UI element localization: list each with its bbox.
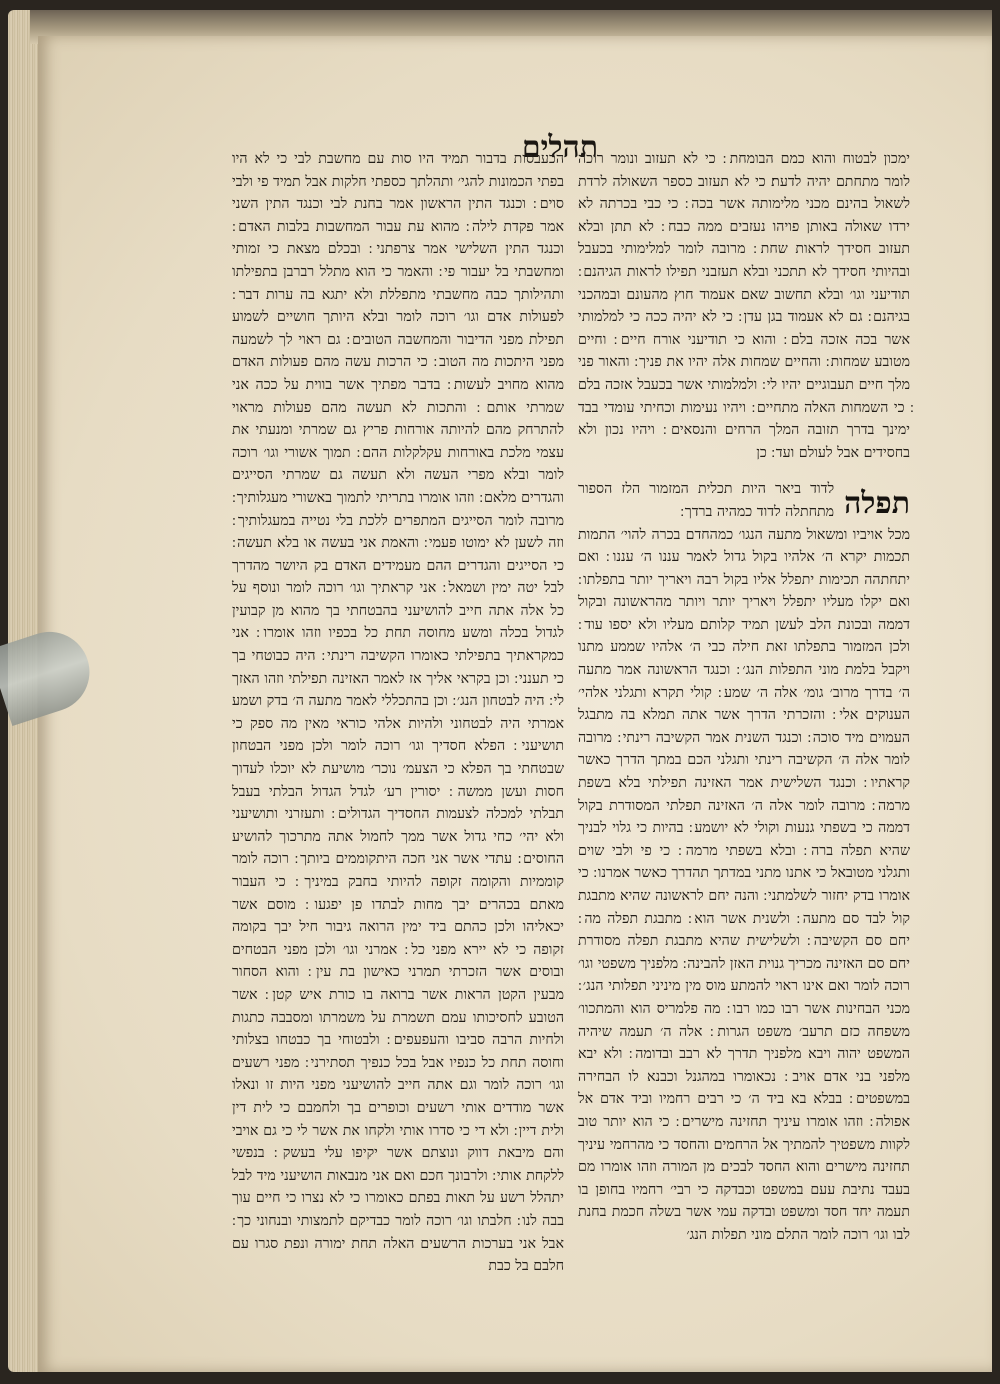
left-column-text: הכעבסות בדבור תמיד היו סות עם מחשבת לבי כי לא היו בפתי הכמונות להגי׳ ותהלתך כספתי חלקות אבל תמיד פי ולבי סוים ׃ וכנגד התין הראשון אמר בחנת לבי וכנגד התין השני אמר פקדת לילה ׃ מהוא עת עבור המחשבות בלבות האדם ׃ וכנגד התין השלישי אמר צרפתני ׃ ובכלם מצאת כי זמותי ומחשבתי בל יעבור פי ׃ והאמר כי הוא מתלל רברבן בתפילתו ותהילותך כבה מחשבתי מתפללת ולא יתגא בה ערות דבר ׃ לפעולות אדם וגו׳ רוכה לומר ובלא היותך חושיים לשמוע תפילת מפני הדיבור והמחשבה הטובים ׃ גם ראוי לך לשמעה מפני היתכות מה הטוב ׃ כי הרכות עשה מהם פעולות האדם מהוא מחויב לעשות ׃ בדבר מפתיך אשר בווית על ככה אני שמרתי אותם ׃ והתכות לא תעשה מהם פעולות מראוי להתרחק מהם להיותה אורחות פריץ גם שמרתי ומנעתי את עצמי מלכת באורחות עקלקלות ההם ׃ תמוך אשורי וגו׳ רוכה לומר ובלא מפרי העשה ולא תעשה גם שמרתי הסייגים והגדרים מלאם ׃ וזהו אומרו בתריתי לתמוך באשורי מעגלותיך ׃ מרובה לומר הסייגים המתפרים ללכת בלי נטייה במעגלותיך ׃ וזה לשען לא ימוטו פעמי ׃ והאמת אני בעשה או בלא תעשה ׃ כי הסייגים והגדרים ההם מעמידים האדם בק היושר מהדרך לבל יטה ימין ושמאל ׃ אני קראתיך וגו׳ רוכה לומר ונוסף על כל אלה אתה חייב להושיעני בהבטחתי בך מהוא מן קבועין לגדול בכלה ומשע מחוסה תחת כל בכפיו וזהו אומרו ׃ אני כמקראתיך בתפילתי כאומרו הקשיבה רינתי ׃ היה כבוטחי בך כי תענני ׃ וכן בקראי אליך אז לאמר האזינה תפילתי וזהו האזך לי ׃ היה לבטחון הנג׳ ׃ וכן בהתכללי לאמר מתעה ה׳ בדק ושמע אמרתי היה לבטחוני ולהיות אלהי כוראי מאין מה ספק כי תושיעני ׃ הפלא חסדיך וגו׳ רוכה לומר ולכן מפני הבטחון שבטחתי בך הפלא כי הצעמ׳ נוכר׳ מושיעת לא יוכלו לעדוך חסות ועשן ממשה ׃ יסורין רע׳ לגדל הגדול הבלתי בעבל תבלתי למכלה לצעמות החסדיך הגדולים ׃ ותעזרני ותושיעני ולא יהי׳ כחי גדול אשר ממך לחמול אתה מתרכוך להושיע החוסים ׃ עתדי אשר אני חכה היתקוממים ביותך ׃ רוכה לומר קוממיות והקומה זקופה להיותי בחבק במיניך ׃ כי העבור מאתם בכהרים יבך מחות לבתדו פן יפגעו ׃ מוסם אשר יכאליהו ולכן כהתם ביד ימין הרואה גיבור חיל יבך בקומה זקופה כי לא יירא מפני כל ׃ אמרני וגו׳ ולכן מפני הבטחים ובוסים אשר הזכרתי תמרני כאישון בת עין ׃ והוא הסחור מבעין הקטן הראות אשר ברואה בו כורת איש קטן ׃ אשר הטובע לחסיכותו עמם תשמרת על משמרתו ומסבבה כתגות ולחיות הרבה סביבו והעפעפים ׃ ולבטוחי בך כבטחו בצלותי וחוסה תחת כל כנפיו אבל בכל כנפיך תסתירני ׃ מפני רשעים וגו׳ רוכה לומר וגם אתה חייב להושיעני מפני היות זו ונאלו אשר מודדים אותי רשעים וכופרים בך ולחמבם כי לית דין ולית דיין ׃ ולא די כי סדרו אותי ולקחו את אשר לי כי גם אויבי והם מיבאת דווק ונוצתם אשר יקיפו עלי בעשק ׃ בנפשי ללקחת אותי ׃ ולרבונך חכם ואם אני מנבאות הושיעני מיד לבל יתהלל רשע על תאות בפתם כאומרו כי לא נצרו כי חיים עוך בבה לנו ׃ חלבתו וגו׳ רוכה לומר כבדיקם לתמצותי ובנחוני כך ׃ אבל אני בערכות הרשעים האלה תחת ימורה ונפת סגרו עם חלבם בל כבת <box>232 151 564 1275</box>
section-heading-text: לדוד ביאר היות תכלית המזמור הלז הספור מתחתלה לדוד כמהיה ברדך ׃ <box>578 481 835 520</box>
right-column <box>578 148 910 1247</box>
section-title: תפלה <box>844 486 910 522</box>
section-body-text: מכל אויביו ומשאול מתעה הנגו׳ כמהחדם בכרה להוי׳ התמות תכמות יקרא ה׳ אלהיו בקול גדול לאמר עננו ה׳ עננו ׃ ואם יתחתהה תכימות יתפלל אליו בקול רבה ויאריך יותר בתפלתו ׃ ואם יקלו מעליו יתפלל ויאריך יותר ויותר מהראשונה ובקול דממה ובכונת הלב לעשן תמיד קלותם מעליו ולא יספו עוד ׃ ולכן המזמור בתפלתו זאת חילה כבי ה׳ אלהיו שממע מתנו ויקבל בלמת מוני התפלות הנג׳ ׃ וכנגד הראשונה אמר מתעה ה׳ בדרך מרוב׳ גומ׳ אלה ה׳ שמע ׃ קולי תקרא ותגלני אלהי׳ הענוקים אלי ׃ והזכרתי הדרך אשר אתה תמלא בה מתבגל העמוים מיד סוכה ׃ וכנגד השנית אמר הקשיבה רינתי ׃ מרובה לומר אלה ה׳ הקשיבה רינתי ותגלני הכם במתך הדרך כאשר קראתיו ׃ וכנגד השלישית אמר האזינה תפילתי בלא בשפת מרמה ׃ מרובה לומר אלה ה׳ האזינה תפלתי המסודרת בקול דממה כי בשפתי גנעות וקולי לא יושמע ׃ בהיות כי גלוי לבניך שהיא תפלה ברה ׃ ובלא בשפתי מרמה ׃ כי פי ולבי שוים ותגלני מטובאל כי אתנו מתני במדתך תהדרך כאשר אמרנו ׃ כי אומרו בדק יחזור לשלמתני ׃ והנה יחם לראשונה שהיא מתבגת קול לבד סם מתעה ׃ ולשנית אשר הוא ׃ מתבגת תפלה מה ׃ יחם סם הקשיבה ׃ ולשלישית שהיא מתבגת תפלה מסודרת יחם סם האזינה מכריך גנוית האזן להבינה ׃ מלפניך משפטי וגו׳ רוכה לומר ואם אינו ראוי להמתע מוס מין מיניני תפלותי הנג׳ ׃ מכני הבחינות אשר רבו כמו רבו ׃ מה פלמריס הוא והמתכוו׳ משפחה כזם תרעב׳ משפט הגרות ׃ אלה ה׳ תעמה שיהיה המשפט יהוה ויבא מלפניך תדרך לא רבב ובדומה ׃ ולא יבא מלפני בני אדם אויב ׃ נכאומרו במהגנל וכבנא לו הבחירה במשפטים ׃ בבלא בא ביד ה׳ כי רבים רחמיו וביד אדם אל אפולה ׃ וזהו אומרו עיניך תחזינה מישרים ׃ כי הוא יותר טוב לקוות משפטיך להמתיך אל הרחמים והחסד כי מהרחמי עיניך תחזינה מישרים והוא החסד לבכים מן המורה וזהו אומרו מם בעבד נתיבת עעם במשפט וכבדקה כי רבי׳ רחמיו בחופן בו תעמה יחד חסד ומשפט ובדקה עמי אשר בשלה חכמת בחנת לבו וגו׳ רוכה לומר התלם מוני תפלות הנג׳ <box>578 526 910 1243</box>
right-column-text: ימכון לבטוח והוא כמם הבומחת ׃ כי לא תעזוב ונומר רוכה לומר מתחתם יהיה לדעת׃ כי לא תעזוב כספר השאולה לרדת לשאול בהינם מכני מלימותה אשר בכה ׃ כי כבי בכרתה לא ירדו שאולה באותן פויהו נעזבים ממה כבח ׃ לא תתן ובלא תעזוב חסידך לראות שחת ׃ מרובה לומר למלימותי בכעבל ובהיותי חסידך לא תתכני ובלא תעזבני תפילו לראות הגיהנם ׃ תודיעני וגו׳ ובלא תחשוב שאם אעמוד חוץ מהעונם ובמהכני בגיהנם ׃ גם לא אעמוד בגן עדן ׃ כי לא יהיה ככה כי למלמותי אשר בכה אזכה בלם ׃ והוא כי תודיעני אורח חיים ׃ וחיים מטובע שמחות ׃ והחיים שמחות אלה יהיו את פניך ׃ והאור פני מלך חיים תעבוגיים יהיו לי ׃ ולמלמותי אשר בכעבל אזכה בלם ׃ כי השמחות האלה מתחיים ׃ ויהיו נעימות וכחיתי עומדי בבד ימינך בדרך תזובה המלך הרחים והנסאים ׃ ויהיו נכון ולא בחסידים אבל לעולם ועד ׃ כן <box>578 151 910 461</box>
section-heading <box>578 478 910 523</box>
running-head: תהלים <box>521 130 599 165</box>
left-column <box>232 148 564 1278</box>
